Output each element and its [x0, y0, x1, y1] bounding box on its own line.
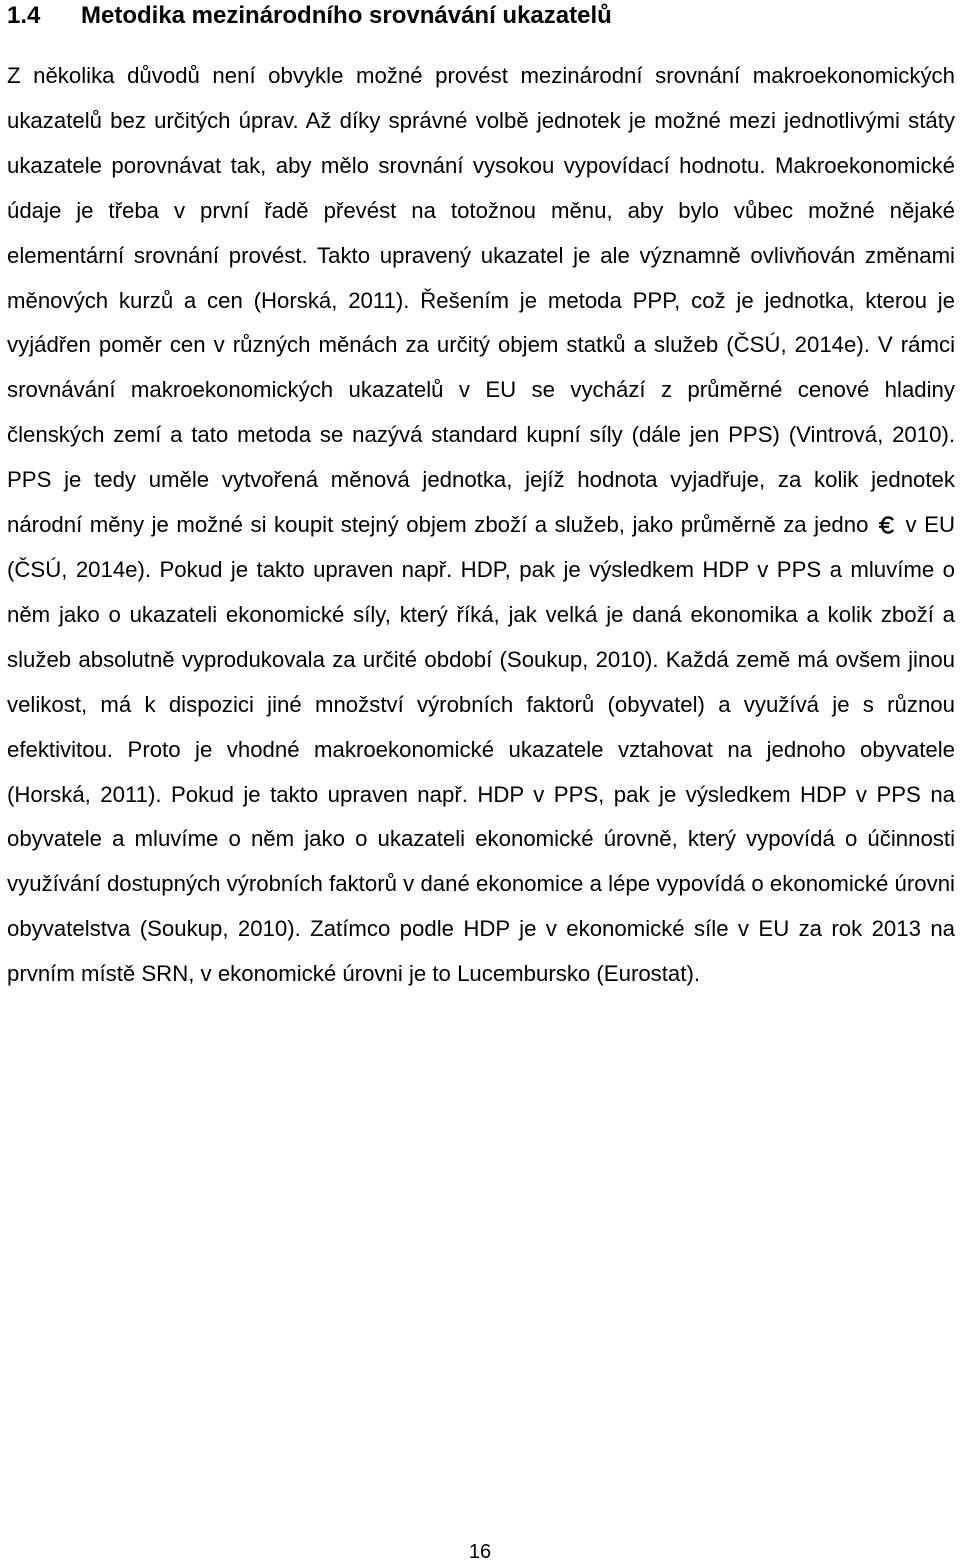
section-title: Metodika mezinárodního srovnávání ukazatelů — [81, 2, 612, 29]
paragraph-text-part-2: v EU (ČSÚ, 2014e). Pokud je takto upraven např. HDP, pak je výsledkem HDP v PPS a mluvíme o něm jako o ukazateli ekonomické síly, který říká, jak velká je daná ekonomika a kolik zboží a služeb absolutně vyprodukovala za určité období (Soukup, 2010). Každá země má ovšem jinou velikost, má k dispozici jiné množství výrobních faktorů (obyvatel) a využívá je s různou efektivitou. Proto je vhodné makroekonomické ukazatele vztahovat na jednoho obyvatele (Horská, 2011). Pokud je takto upraven např. HDP v PPS, pak je výsledkem HDP v PPS na obyvatele a mluvíme o něm jako o ukazateli ekonomické úrovně, který vypovídá o účinnosti využívání dostupných výrobních faktorů v dané ekonomice a lépe vypovídá o ekonomické úrovni obyvatelstva (Soukup, 2010). Zatímco podle HDP je v ekonomické síle v EU za rok 2013 na prvním místě SRN, v ekonomické úrovni je to Lucembursko (Eurostat). — [7, 512, 955, 987]
body-paragraph — [7, 54, 955, 997]
euro-sign-icon — [878, 515, 896, 535]
page-number: 16 — [468, 1541, 492, 1563]
section-heading — [7, 0, 612, 32]
section-number: 1.4 — [7, 2, 41, 29]
paragraph-text-part-1: Z několika důvodů není obvykle možné provést mezinárodní srovnání makroekonomických ukazatelů bez určitých úprav. Až díky správné volbě jednotek je možné mezi jednotlivými státy ukazatele porovnávat tak, aby mělo srovnání vysokou vypovídací hodnotu. Makroekonomické údaje je třeba v první řadě převést na totožnou měnu, aby bylo vůbec možné nějaké elementární srovnání provést. Takto upravený ukazatel je ale významně ovlivňován změnami měnových kurzů a cen (Horská, 2011). Řešením je metoda PPP, což je jednotka, kterou je vyjádřen poměr cen v různých měnách za určitý objem statků a služeb (ČSÚ, 2014e). V rámci srovnávání makroekonomických ukazatelů v EU se vychází z průměrné cenové hladiny členských zemí a tato metoda se nazývá standard kupní síly (dále jen PPS) (Vintrová, 2010). PPS je tedy uměle vytvořená měnová jednotka, jejíž hodnota vyjadřuje, za kolik jednotek národní měny je možné si koupit stejný objem zboží a služeb, jako průměrně za jedno — [7, 63, 955, 538]
